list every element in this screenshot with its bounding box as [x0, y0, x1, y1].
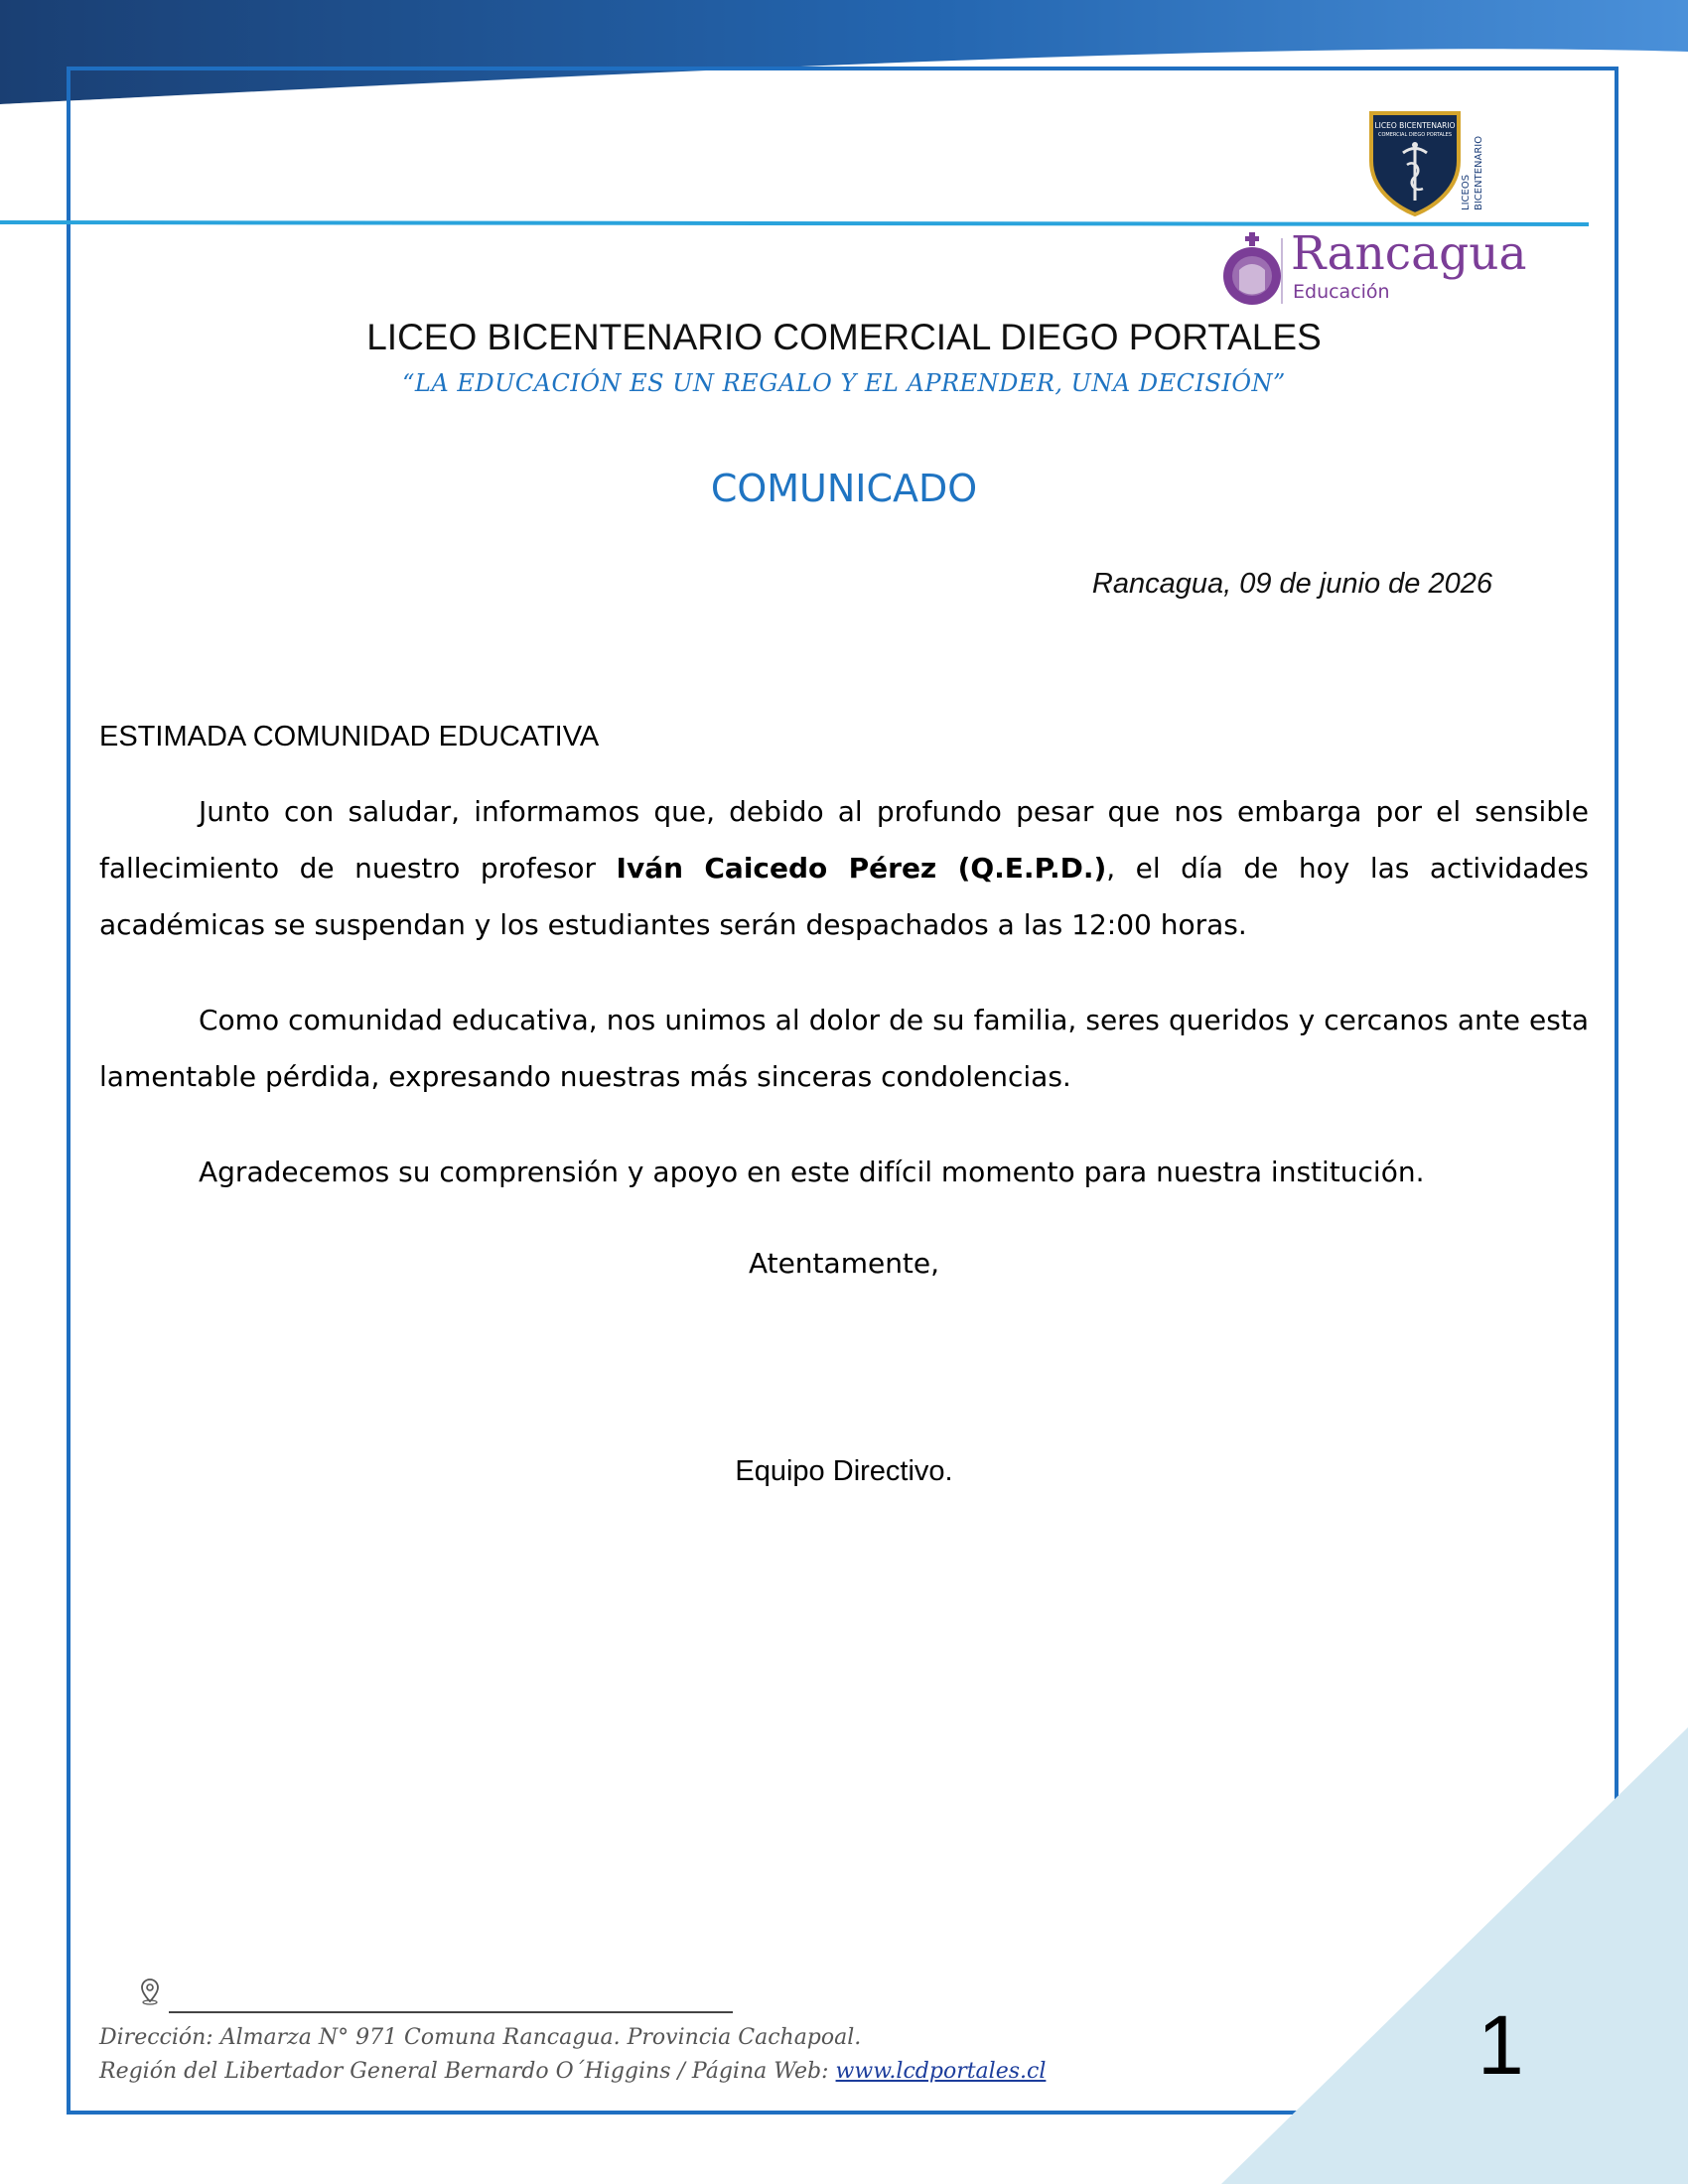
school-shield-logo	[1365, 109, 1465, 218]
document-heading: COMUNICADO	[710, 467, 978, 510]
website-link[interactable]: www.lcdportales.cl	[835, 2059, 1047, 2084]
signature: Equipo Directivo.	[735, 1455, 953, 1487]
paragraph-1-text-start: Junto con saludar, informamos que, debido al profundo pesar que nos embarga por el sensible fallecimiento de nuestro profesor	[99, 795, 1589, 885]
paragraph-1-text-end: , el día de hoy las actividades académicas se suspendan y los estudiantes serán despachados a las 12:00 horas.	[99, 852, 1590, 941]
salutation: ESTIMADA COMUNIDAD EDUCATIVA	[99, 721, 600, 752]
location-pin-icon	[139, 1978, 161, 2005]
footer-region-text: Región del Libertador General Bernardo O´Higgins / Página Web:	[99, 2059, 836, 2084]
liceos-line1: LICEOS	[1461, 174, 1472, 210]
body-paragraph-1	[99, 783, 1589, 953]
shield-sub-text: COMERCIAL DIEGO PORTALES	[1377, 132, 1453, 138]
liceos-line2: BICENTENARIO	[1474, 135, 1484, 210]
header-divider-line	[0, 218, 1589, 226]
footer-region-line	[99, 2055, 1046, 2089]
footer-address: Dirección: Almarza N° 971 Comuna Rancagua. Provincia Cachapoal.	[99, 2025, 862, 2050]
logo-divider	[1281, 238, 1283, 304]
document-date: Rancagua, 09 de junio de 2026	[1091, 568, 1492, 600]
rancagua-emblem-logo	[1219, 230, 1285, 310]
shield-top-text: LICEO BICENTENARIO	[1374, 121, 1456, 130]
corner-decoration	[1192, 1727, 1688, 2184]
footer-divider	[169, 2011, 733, 2013]
body-paragraph-3: Agradecemos su comprensión y apoyo en este difícil momento para nuestra institución.	[199, 1156, 1425, 1188]
teacher-name: Iván Caicedo Pérez (Q.E.P.D.)	[616, 852, 1107, 885]
closing-line: Atentamente,	[748, 1247, 940, 1280]
school-motto: “LA EDUCACIÓN ES UN REGALO Y EL APRENDER, UNA DECISIÓN”	[402, 369, 1286, 397]
liceos-bicentenario-vertical-logo	[1457, 111, 1486, 214]
page-number: 1	[1477, 1998, 1524, 2092]
partner-logo-name: Rancagua	[1291, 226, 1527, 281]
school-title: LICEO BICENTENARIO COMERCIAL DIEGO PORTALES	[366, 317, 1322, 357]
partner-logo-subtitle: Educación	[1293, 281, 1390, 303]
body-paragraph-2: Como comunidad educativa, nos unimos al dolor de su familia, seres queridos y cercanos ante esta lamentable pérdida, expresando nuestras más sinceras condolencias.	[99, 1004, 1589, 1093]
